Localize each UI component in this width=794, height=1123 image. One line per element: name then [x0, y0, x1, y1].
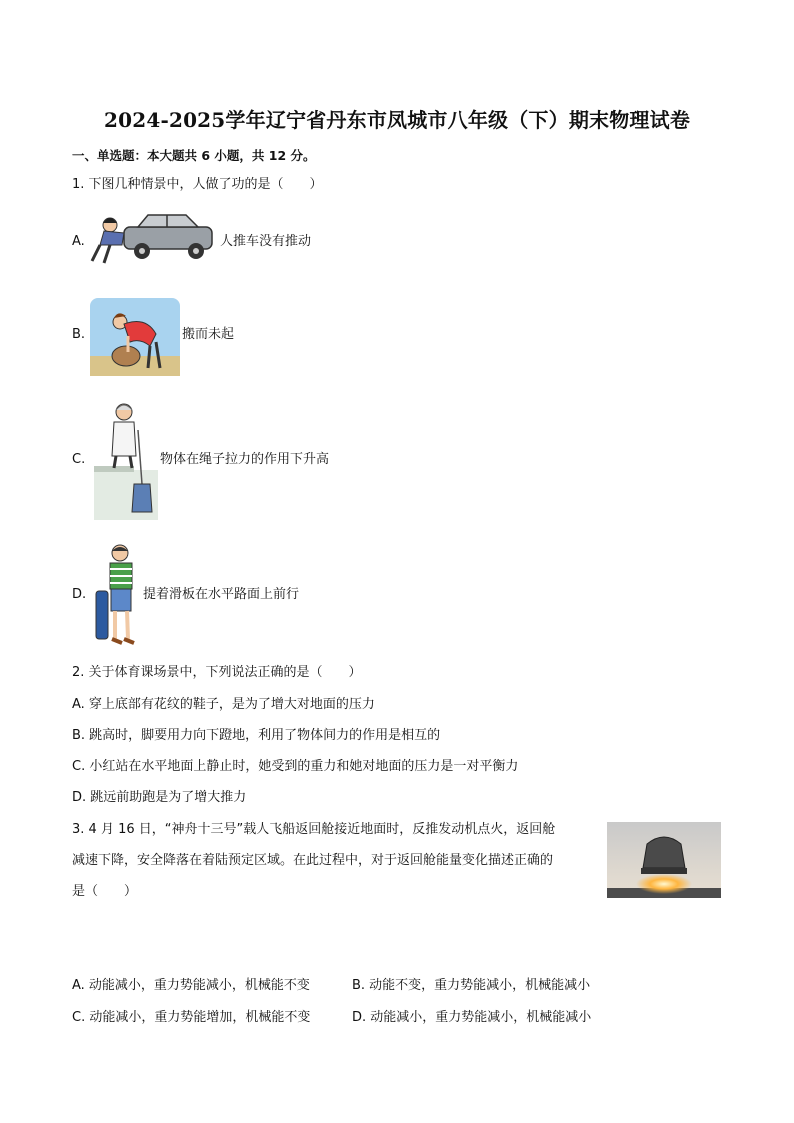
q3-option-a: A. 动能减小，重力势能减小，机械能不变 [72, 978, 310, 993]
question-2-stem: 2. 关于体育课场景中，下列说法正确的是（ ） [72, 665, 362, 680]
question-3-line-3: 是（ ） [72, 884, 138, 899]
person-pushing-car-image [90, 211, 218, 269]
section-heading: 一、单选题：本大题共 6 小题，共 12 分。 [72, 148, 316, 163]
q3-option-b: B. 动能不变，重力势能减小，机械能减小 [352, 978, 591, 993]
option-b-letter: B. [72, 327, 86, 342]
question-3-line-2: 减速下降，安全降落在着陆预定区域。在此过程中，对于返回舱能量变化描述正确的 [72, 853, 554, 868]
question-1-stem: 1. 下图几种情景中，人做了功的是（ ） [72, 177, 323, 192]
page-title: 2024-2025学年辽宁省丹东市凤城市八年级（下）期末物理试卷 [103, 108, 691, 132]
return-capsule-landing-image [607, 822, 721, 898]
option-a-letter: A. [72, 234, 85, 249]
question-3-line-1: 3. 4 月 16 日，“神舟十三号”载人飞船返回舱接近地面时，反推发动机点火，返回舱 [72, 822, 556, 837]
option-d-letter: D. [72, 587, 87, 602]
boy-carrying-skateboard-image [94, 543, 142, 649]
man-pulling-rope-image [94, 400, 158, 520]
q3-option-d: D. 动能减小，重力势能减小，机械能减小 [352, 1010, 592, 1025]
option-c-text: 物体在绳子拉力的作用下升高 [160, 452, 330, 467]
q2-option-b: B. 跳高时，脚要用力向下蹬地，利用了物体间力的作用是相互的 [72, 728, 441, 743]
option-d-text: 提着滑板在水平路面上前行 [143, 587, 300, 602]
person-lifting-rock-image [90, 298, 180, 376]
q2-option-d: D. 跳远前助跑是为了增大推力 [72, 790, 247, 805]
option-c-letter: C. [72, 452, 86, 467]
q2-option-a: A. 穿上底部有花纹的鞋子，是为了增大对地面的压力 [72, 697, 375, 712]
q3-option-c: C. 动能减小，重力势能增加，机械能不变 [72, 1010, 311, 1025]
option-a-text: 人推车没有推动 [220, 234, 312, 249]
option-b-text: 搬而未起 [182, 327, 235, 342]
q2-option-c: C. 小红站在水平地面上静止时，她受到的重力和她对地面的压力是一对平衡力 [72, 759, 519, 774]
